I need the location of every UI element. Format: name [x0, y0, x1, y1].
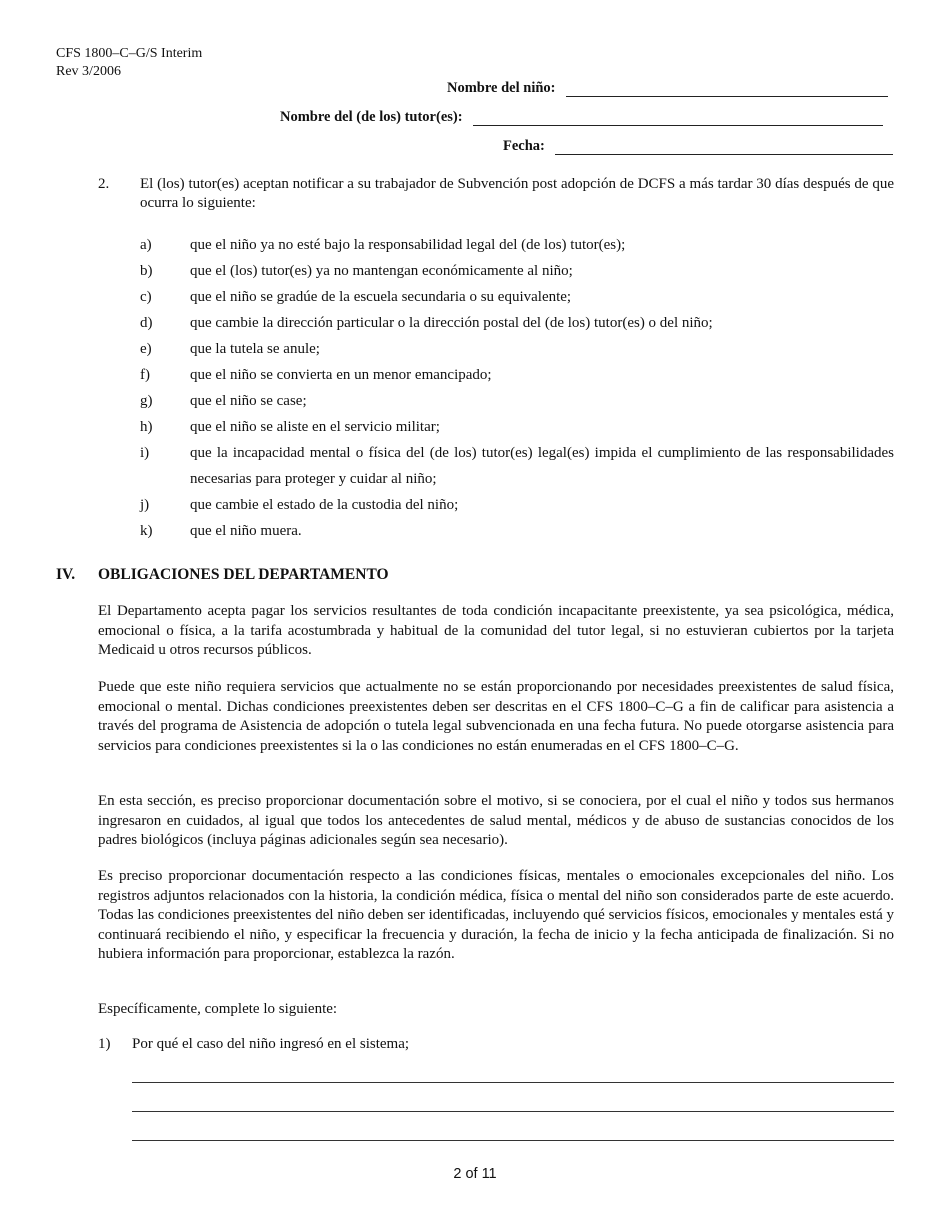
- item-2-number: 2.: [98, 176, 110, 192]
- list-item-letter: k): [140, 523, 153, 539]
- child-name-label: Nombre del niño:: [447, 80, 556, 96]
- list-item-text: que el niño se aliste en el servicio militar;: [190, 419, 440, 435]
- list-item: [140, 284, 894, 310]
- section-numeral: IV.: [56, 566, 76, 583]
- list-item-letter: h): [140, 419, 153, 435]
- list-item: [140, 518, 894, 544]
- child-name-field[interactable]: [566, 82, 888, 97]
- list-item-letter: j): [140, 497, 150, 513]
- list-item: [140, 414, 894, 440]
- list-item: [140, 336, 894, 362]
- paragraph: Es preciso proporcionar documentación respecto a las condiciones físicas, mentales o emocionales excepcionales del niño. Los registros adjuntos relacionados con la historia, la condición médica, física o mental del niño son considerados parte de este acuerdo. Todas las condiciones preexistentes del niño deben ser identificadas, incluyendo qué servicios físicos, emocionales y mentales está y continuará recibiendo el niño, y especificar la frecuencia y duración, la fecha de inicio y la fecha anticipada de finalización. Si no hubiera información para proporcionar, establezca la razón.: [98, 868, 894, 963]
- list-item-text: que el niño se convierta en un menor emancipado;: [190, 367, 492, 383]
- list-item-letter: e): [140, 341, 152, 357]
- list-item-letter: a): [140, 237, 152, 253]
- child-name-row: [447, 80, 888, 97]
- list-item-letter: i): [140, 445, 150, 461]
- section-title: OBLIGACIONES DEL DEPARTAMENTO: [98, 566, 389, 583]
- date-field[interactable]: [555, 140, 893, 155]
- paragraph: El Departamento acepta pagar los servicios resultantes de toda condición incapacitante preexistente, ya sea psicológica, médica, emocional o física, a la tarifa acostumbrada y habitual de la comunidad del tutor legal, si no estuvieran cubiertos por la tarjeta Medicaid u otros recursos públicos.: [98, 603, 894, 659]
- list-item: [140, 440, 894, 492]
- guardian-name-label: Nombre del (de los) tutor(es):: [280, 109, 463, 125]
- form-code: CFS 1800–C–G/S Interim: [56, 46, 203, 61]
- list-item-letter: b): [140, 263, 153, 279]
- list-item-text: que cambie la dirección particular o la dirección postal del (de los) tutor(es) o del niño;: [190, 315, 713, 331]
- notification-conditions-list: [140, 232, 894, 544]
- paragraph: Puede que este niño requiera servicios que actualmente no se están proporcionando por necesidades preexistentes de salud física, emocional o mental. Dichas condiciones preexistentes deben ser descritas en el CFS 1800–C–G a fin de calificar para asistencia a través del programa de Asistencia de adopción o tutela legal subvencionada en una fecha futura. No puede otorgarse asistencia para servicios para condiciones preexistentes si la o las condiciones no están enumeradas en el CFS 1800–C–G.: [98, 679, 894, 754]
- list-item-text: que el niño ya no esté bajo la responsabilidad legal del (de los) tutor(es);: [190, 237, 626, 253]
- list-item: [140, 362, 894, 388]
- list-item-letter: c): [140, 289, 152, 305]
- question-1-text: Por qué el caso del niño ingresó en el sistema;: [132, 1036, 410, 1052]
- paragraph: Específicamente, complete lo siguiente:: [98, 1001, 338, 1017]
- list-item-text: que el niño se gradúe de la escuela secundaria o su equivalente;: [190, 289, 572, 305]
- guardian-name-field[interactable]: [473, 111, 883, 126]
- list-item-letter: d): [140, 315, 153, 331]
- answer-line[interactable]: [132, 1111, 894, 1112]
- question-1-number: 1): [98, 1036, 111, 1052]
- list-item-text: que el (los) tutor(es) ya no mantengan económicamente al niño;: [190, 263, 573, 279]
- list-item-letter: g): [140, 393, 153, 409]
- guardian-name-row: [280, 109, 883, 126]
- list-item: [140, 258, 894, 284]
- list-item-text: que cambie el estado de la custodia del niño;: [190, 497, 459, 513]
- list-item-text: que el niño muera.: [190, 523, 302, 539]
- list-item: [140, 388, 894, 414]
- list-item: [140, 232, 894, 258]
- list-item-text: que la tutela se anule;: [190, 341, 320, 357]
- answer-line[interactable]: [132, 1082, 894, 1083]
- list-item-text: que la incapacidad mental o física del (de los) tutor(es) legal(es) impida el cumplimiento de las responsabilidades necesarias para proteger y cuidar al niño;: [190, 445, 894, 487]
- list-item-text: que el niño se case;: [190, 393, 307, 409]
- date-row: [503, 138, 893, 155]
- list-item: [140, 310, 894, 336]
- page-number: 2 of 11: [453, 1166, 497, 1182]
- list-item: [140, 492, 894, 518]
- form-header: [56, 45, 202, 81]
- form-revision: Rev 3/2006: [56, 64, 121, 79]
- date-label: Fecha:: [503, 138, 545, 154]
- paragraph: En esta sección, es preciso proporcionar documentación sobre el motivo, si se conociera, por el cual el niño y todos sus hermanos ingresaron en cuidados, al igual que todos los antecedentes de salud mental, médicos y de abuso de sustancias conocidos de los padres biológicos (incluya páginas adicionales según sea necesario).: [98, 793, 894, 849]
- list-item-letter: f): [140, 367, 150, 383]
- answer-line[interactable]: [132, 1140, 894, 1141]
- item-2-text: El (los) tutor(es) aceptan notificar a su trabajador de Subvención post adopción de DCFS a más tardar 30 días después de que ocurra lo siguiente:: [140, 176, 894, 211]
